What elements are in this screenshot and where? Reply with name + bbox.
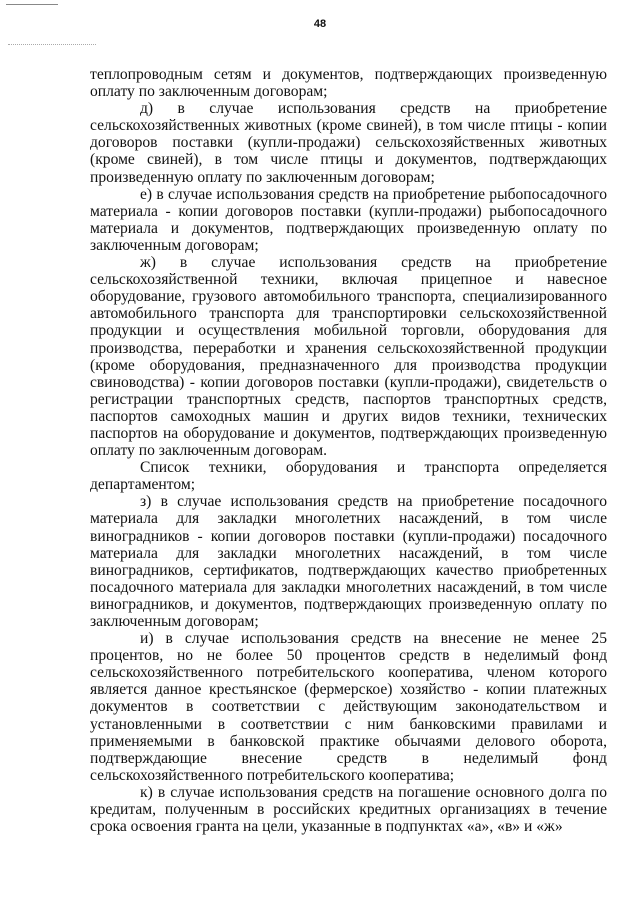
paragraph-item-e: е) в случае использования средств на приобретение рыбопосадочного материала - копии договоров поставки (купли-продажи) рыбопосадочного материала и документов, подтверждающих произведенную оплату по заключенным договорам;	[90, 185, 607, 254]
paragraph-continuation: теплопроводным сетям и документов, подтверждающих произведенную оплату по заключенным договорам;	[90, 66, 607, 101]
paragraph-item-k: к) в случае использования средств на погашение основного долга по кредитам, полученным в российских кредитных организациях в течение срока освоения гранта на цели, указанные в подпунктах «а», «в» и «ж»	[90, 783, 607, 836]
body-text	[90, 66, 607, 835]
scan-corner-mark	[6, 4, 58, 5]
page-number: 48	[313, 18, 327, 30]
scan-artifact	[8, 44, 96, 47]
paragraph-item-i: и) в случае использования средств на внесение не менее 25 процентов, но не более 50 процентов средств в неделимый фонд сельскохозяйственного потребительского кооператива, членом которого является данное крестьянское (фермерское) хозяйство - копии платежных документов в соответствии с действующим законодательством и установленными в соответствии с ним банковскими правилами и применяемыми в банковской практике обычаями делового оборота, подтверждающие внесение средств в неделимый фонд сельскохозяйственного потребительского кооператива;	[90, 630, 607, 784]
paragraph-item-z: з) в случае использования средств на приобретение посадочного материала для закладки многолетних насаждений, в том числе виноградников - копии договоров поставки (купли-продажи) посадочного материала для закладки многолетних насаждений, в том числе виноградников, сертификатов, подтверждающих качество приобретенных посадочного материала для закладки многолетних насаждений, в том числе виноградников, и документов, подтверждающих произведенную оплату по заключенным договорам;	[90, 493, 607, 630]
paragraph-item-zh: ж) в случае использования средств на приобретение сельскохозяйственной техники, включая прицепное и навесное оборудование, грузового автомобильного транспорта, специализированного автомобильного транспорта для транспортировки сельскохозяйственной продукции и осуществления мобильной торговли, оборудования для производства, переработки и хранения сельскохозяйственной продукции (кроме оборудования, предназначенного для производства продукции свиноводства) - копии договоров поставки (купли-продажи), свидетельств о регистрации транспортных средств, паспортов транспортных средств, паспортов самоходных машин и других видов техники, технических паспортов на оборудование и документов, подтверждающих произведенную оплату по заключенным договорам.	[90, 254, 607, 460]
paragraph-item-d: д) в случае использования средств на приобретение сельскохозяйственных животных (кроме свиней), в том числе птицы - копии договоров поставки (купли-продажи) сельскохозяйственных животных (кроме свиней), в том числе птицы и документов, подтверждающих произведенную оплату по заключенным договорам;	[90, 100, 607, 186]
paragraph-equipment-list: Список техники, оборудования и транспорта определяется департаментом;	[90, 459, 607, 494]
